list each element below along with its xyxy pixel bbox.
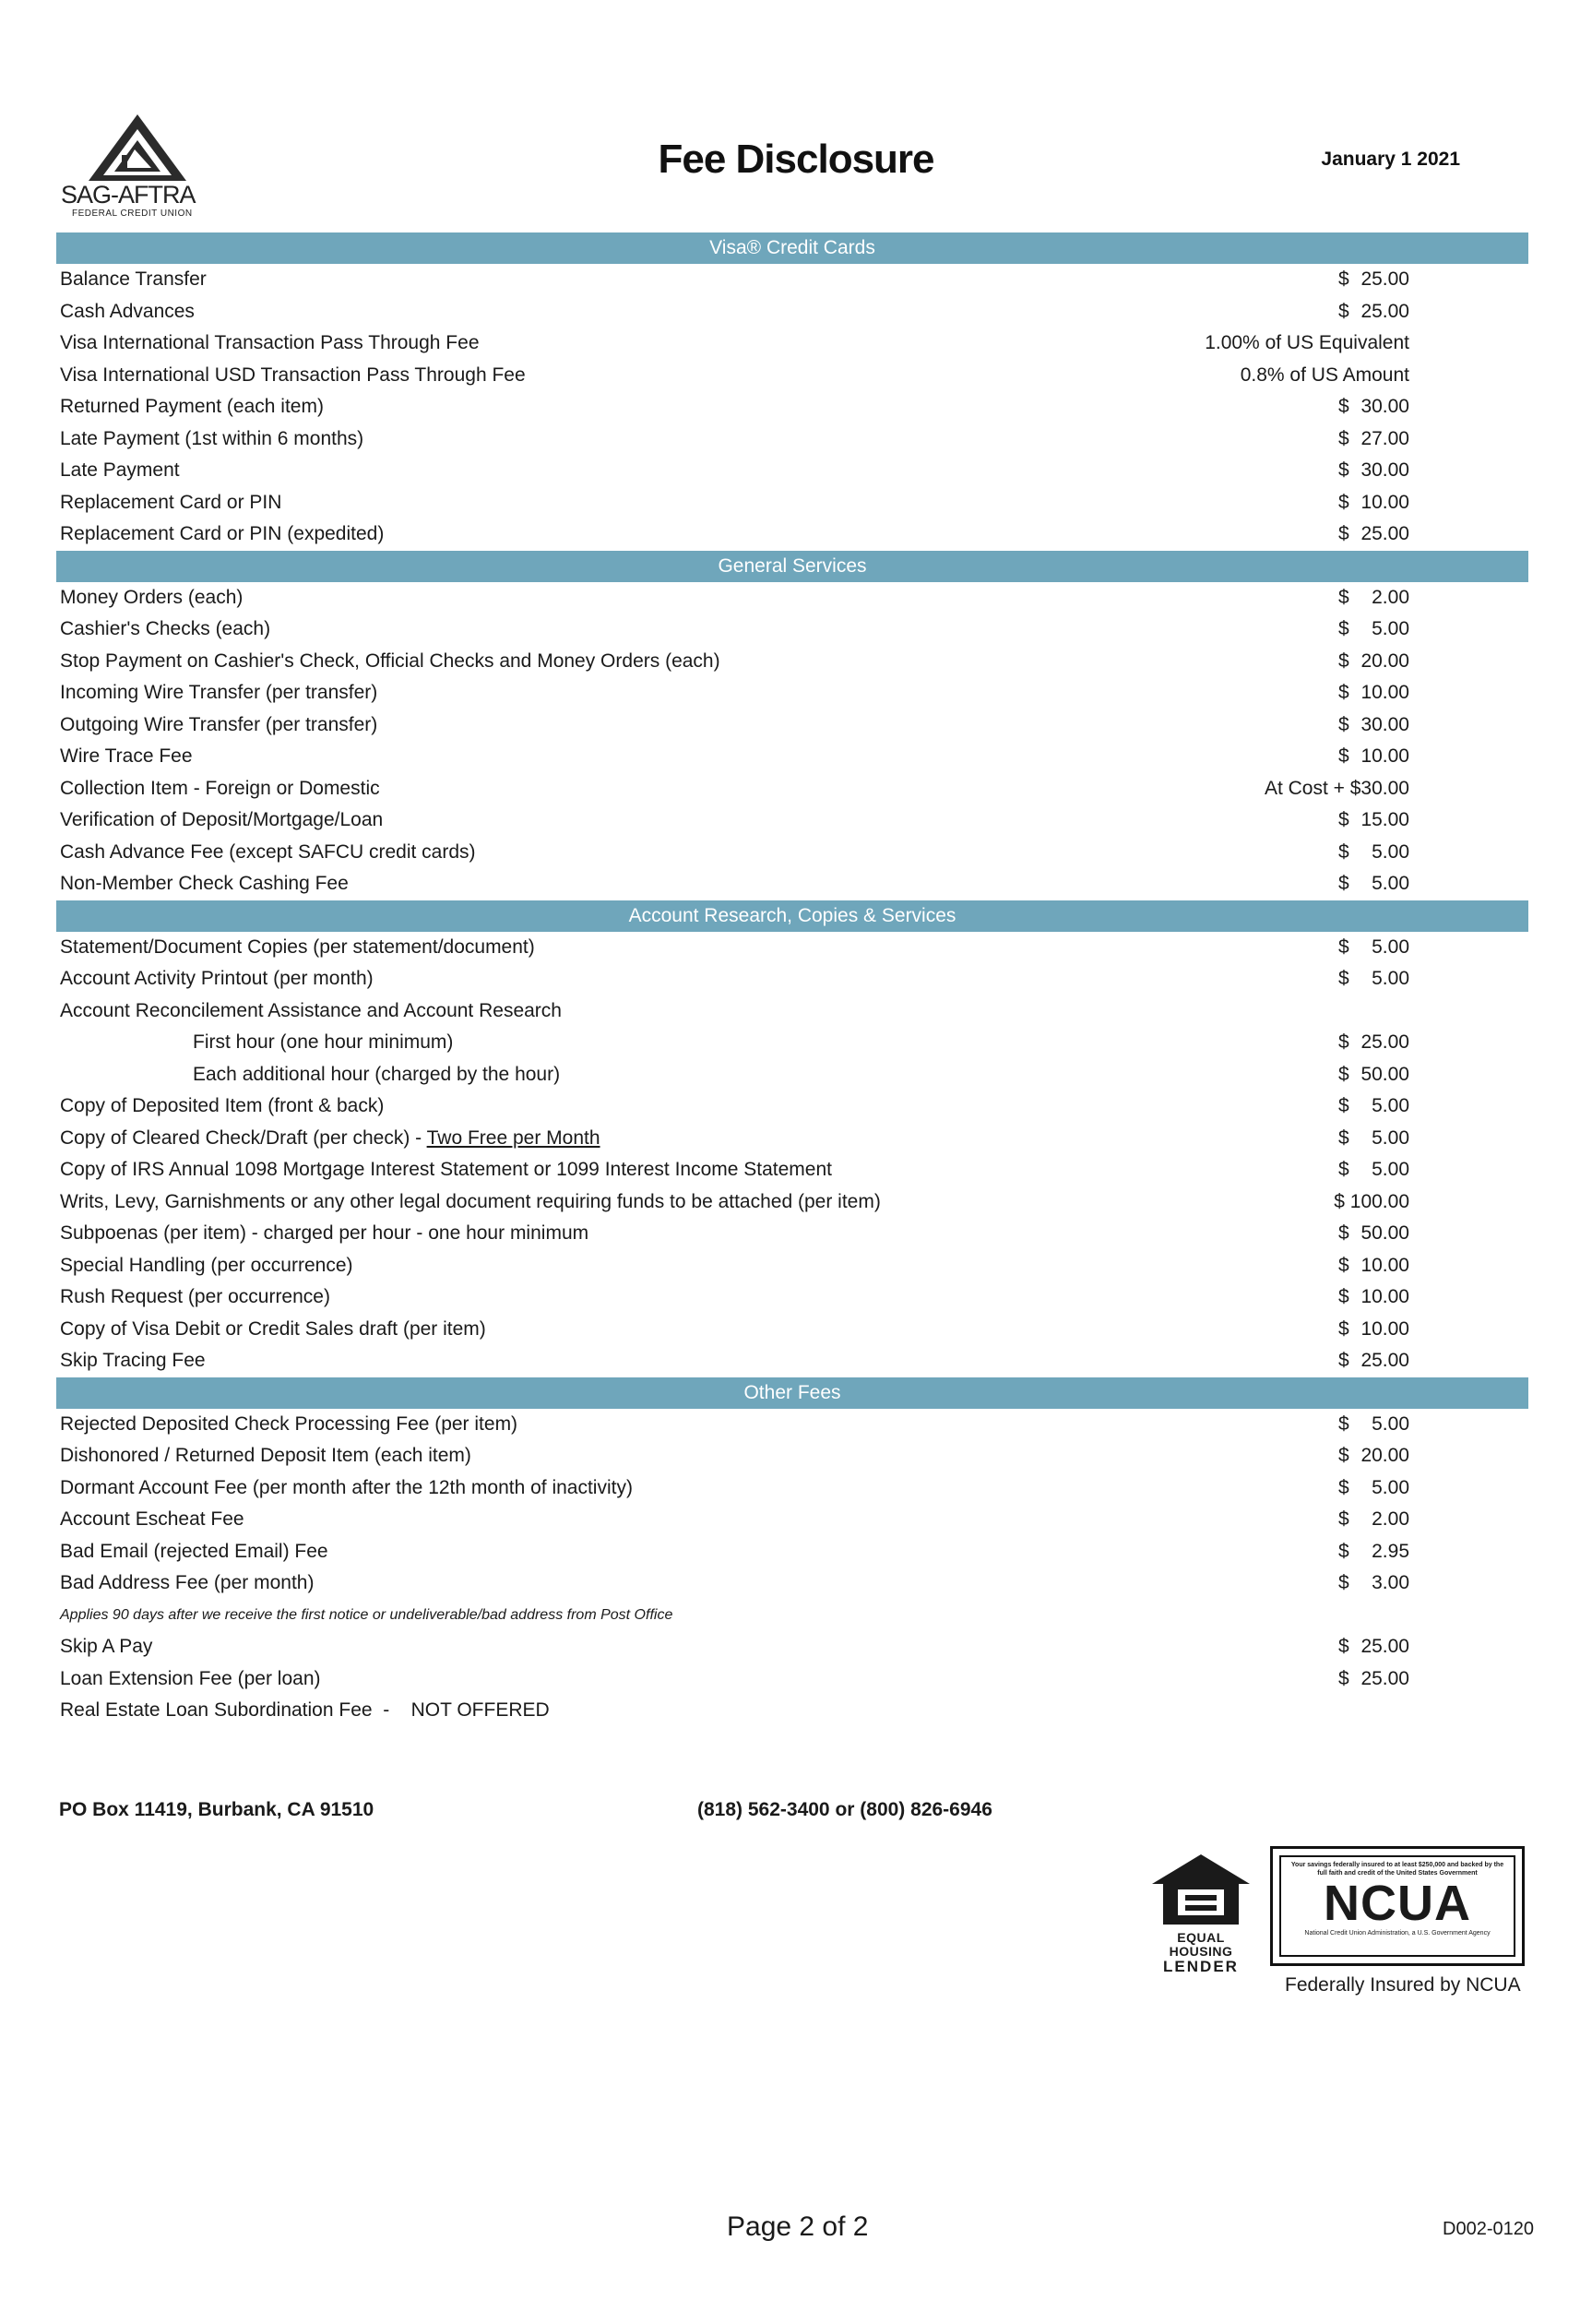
fee-row [56,264,1528,296]
fee-currency: $ [1338,396,1349,417]
fee-label-text: Cashier's Checks (each) [60,618,271,639]
fee-label-text: Balance Transfer [60,268,207,290]
fee-currency: $ [1338,1317,1349,1340]
fee-value: 15.00 [1360,809,1409,830]
fee-row [56,963,1528,995]
fee-currency: $ [1338,1031,1349,1053]
fee-currency: $ [1338,1222,1349,1244]
fee-value: 5.00 [1372,1126,1409,1149]
fee-value: 5.00 [1372,618,1409,639]
fee-label-text: Stop Payment on Cashier's Check, Official Checks and Money Orders (each) [60,650,720,672]
fee-row [56,455,1528,487]
fee-currency: $ [1338,745,1349,767]
fee-row [56,1472,1528,1505]
fee-label [60,1314,486,1345]
fee-value: 25.00 [1360,300,1409,322]
fee-label [60,391,324,423]
fee-value: 20.00 [1360,650,1409,672]
fee-label [60,995,562,1027]
fee-row [56,677,1528,709]
fee-row [56,518,1528,551]
fee-row [56,1345,1528,1377]
fee-label-text: Subpoenas (per item) - charged per hour - one hour minimum [60,1222,589,1244]
fee-label [60,868,349,900]
fee-row [56,1250,1528,1282]
fee-currency: $ [1338,1667,1349,1689]
fee-label-text: Copy of IRS Annual 1098 Mortgage Interest Statement or 1099 Interest Income Statement [60,1159,832,1180]
fee-currency: $ [1338,491,1349,513]
fee-label-text: Applies 90 days after we receive the first notice or undeliverable/bad address from Post Office [60,1606,673,1623]
fee-label [60,963,374,995]
fee-label [60,360,526,391]
ncua-bottom-text: National Credit Union Administration, a U.S. Government Agency [1304,1930,1491,1937]
fee-label [60,1186,881,1218]
fee-label-text: Special Handling (per occurrence) [60,1254,353,1276]
fee-amount-text: 1.00% of US Equivalent [1205,332,1409,353]
fee-value: 30.00 [1360,713,1409,735]
section-heading: General Services [56,551,1528,582]
ncua-logo-text: NCUA [1324,1876,1471,1931]
fee-row [56,487,1528,519]
fee-label-text: Verification of Deposit/Mortgage/Loan [60,809,384,830]
fee-currency: $ [1338,586,1349,608]
fee-label [60,1504,244,1535]
fee-row [56,391,1528,423]
fee-row [56,1536,1528,1568]
fee-value: 27.00 [1360,427,1409,449]
fee-label-text: Dormant Account Fee (per month after the 12th month of inactivity) [60,1476,633,1498]
fee-label [193,1059,560,1090]
fee-value: 2.95 [1372,1540,1409,1562]
fee-currency: $ [1338,1476,1349,1498]
fee-row [56,1409,1528,1441]
fee-row [56,614,1528,646]
fee-currency: $ [1338,1126,1349,1149]
fee-label [60,1090,384,1122]
equal-housing-lender-logo [1150,1853,1252,1975]
fee-label [60,582,243,614]
fee-label [60,455,180,486]
fee-label [60,296,195,328]
fee-value: 5.00 [1372,936,1409,958]
fee-label-text: Returned Payment (each item) [60,396,324,417]
section-heading: Account Research, Copies & Services [56,900,1528,932]
fee-row [56,1567,1528,1600]
fee-currency: $ [1338,840,1349,863]
fee-value: 10.00 [1360,745,1409,767]
fee-value: 50.00 [1360,1063,1409,1085]
fee-currency: $ [1338,968,1349,989]
fee-label [60,1536,328,1567]
fee-row [56,1504,1528,1536]
equal-housing-icon [1150,1853,1252,1926]
fee-label [60,741,193,772]
fee-row [56,646,1528,678]
fee-currency: $ [1338,1540,1349,1562]
fee-row [56,1059,1528,1091]
fee-currency: $ [1338,936,1349,958]
fee-label [193,1027,453,1058]
fee-currency: $ [1338,268,1349,290]
fee-row [56,1631,1528,1663]
fee-value: 30.00 [1360,459,1409,481]
fee-currency: $ [1338,713,1349,735]
fee-note [56,1600,1528,1632]
fee-row [56,1154,1528,1186]
equal-housing-line1: EQUAL HOUSING [1169,1930,1233,1959]
fee-row [56,741,1528,773]
section-heading: Visa® Credit Cards [56,232,1528,264]
fee-label-text: Writs, Levy, Garnishments or any other legal document requiring funds to be attached (per item) [60,1190,881,1212]
fee-currency: $ [1338,1636,1349,1657]
fee-currency: $ [1338,650,1349,672]
fee-currency: $ [1338,1412,1349,1435]
fee-label [60,264,207,295]
fee-label [60,423,363,455]
fee-label [60,1123,600,1154]
fee-row [56,1218,1528,1250]
mailing-address: PO Box 11419, Burbank, CA 91510 [59,1799,374,1820]
fee-row [56,423,1528,456]
fee-label [60,773,380,804]
fee-label [60,1567,314,1599]
fee-label-text: Statement/Document Copies (per statement/document) [60,936,535,958]
fee-label [60,1218,588,1249]
fee-row [56,709,1528,742]
fee-value: 25.00 [1360,1350,1409,1371]
fee-row [56,1663,1528,1696]
effective-date: January 1 2021 [1321,149,1460,170]
ncua-top-text: Your savings federally insured to at least $250,000 and backed by the full faith and credit of the United States Government [1290,1862,1504,1877]
fee-label-text: Skip Tracing Fee [60,1350,206,1371]
equal-housing-line2: LENDER [1163,1958,1239,1975]
fee-label-text: First hour (one hour minimum) [193,1031,454,1053]
fee-label [60,1631,152,1663]
fee-value: 30.00 [1360,396,1409,417]
fee-currency: $ [1338,523,1349,544]
fee-label [60,837,476,868]
fee-label-text: Incoming Wire Transfer (per transfer) [60,682,378,703]
fee-label-text: Non-Member Check Cashing Fee [60,873,349,894]
fee-row [56,932,1528,964]
fee-row [56,868,1528,900]
fee-value: 10.00 [1360,1286,1409,1307]
fee-value: 5.00 [1372,968,1409,989]
fee-amount-text: At Cost + $30.00 [1264,777,1409,799]
logo-name: SAG-AFTRA [61,181,196,209]
fee-currency: $ [1338,682,1349,703]
fee-label-text: Replacement Card or PIN [60,491,282,513]
fee-currency: $ [1338,618,1349,639]
fee-row [56,360,1528,392]
fee-value: 10.00 [1360,1254,1409,1276]
fee-currency: $ [1338,1254,1349,1276]
fee-value: 5.00 [1372,1159,1409,1180]
document-code: D002-0120 [1443,2219,1534,2239]
fee-value: 10.00 [1360,1317,1409,1340]
fee-label-text: Visa International USD Transaction Pass Through Fee [60,363,526,386]
fee-table [56,232,1528,1727]
fee-value: 5.00 [1372,1476,1409,1498]
fee-row [56,1123,1528,1155]
fee-value: 5.00 [1372,840,1409,863]
fee-value: 2.00 [1372,1508,1409,1530]
fee-value: 10.00 [1360,682,1409,703]
fee-label-text: Skip A Pay [60,1636,153,1657]
fee-label-underlined: Two Free per Month [426,1126,600,1149]
fee-label-text: Real Estate Loan Subordination Fee - NOT OFFERED [60,1699,550,1721]
fee-label [60,1281,330,1313]
fee-value: 3.00 [1372,1572,1409,1593]
fee-value: 25.00 [1360,1636,1409,1657]
fee-currency: $ [1338,809,1349,830]
ncua-insurance-sign [1270,1846,1525,1966]
fee-value: 2.00 [1372,586,1409,608]
fee-row [56,582,1528,614]
fee-row [56,1695,1528,1727]
page-title: Fee Disclosure [658,137,934,182]
fee-value: 25.00 [1360,1667,1409,1689]
fee-label-text: Account Activity Printout (per month) [60,968,374,989]
fee-label-text: Rejected Deposited Check Processing Fee (per item) [60,1412,518,1435]
fee-currency: $ [1338,1445,1349,1466]
fee-currency: $ [1338,1063,1349,1085]
fee-label [60,804,383,836]
fee-row [56,995,1528,1028]
fee-value: 25.00 [1360,268,1409,290]
fee-label-text: Account Escheat Fee [60,1508,244,1530]
fee-value: 20.00 [1360,1445,1409,1466]
fee-value: 25.00 [1360,1031,1409,1053]
fee-label-text: Cash Advance Fee (except SAFCU credit cards) [60,840,476,863]
logo-mark-icon [87,113,188,183]
fee-row [56,1090,1528,1123]
fee-currency: $ [1338,873,1349,894]
fee-label [60,1600,672,1631]
fee-label [60,1472,633,1504]
fee-label [60,1250,353,1281]
phone-numbers: (818) 562-3400 or (800) 826-6946 [697,1799,992,1820]
fee-row [56,1440,1528,1472]
fee-label-text: Late Payment (1st within 6 months) [60,427,364,449]
fee-label [60,1440,471,1472]
fee-label [60,709,377,741]
fee-value: 5.00 [1372,1095,1409,1116]
logo-subtitle: FEDERAL CREDIT UNION [72,209,193,219]
fee-currency: $ [1338,1350,1349,1371]
fee-label [60,487,281,518]
fee-label-text: Collection Item - Foreign or Domestic [60,777,380,799]
fee-label [60,614,270,645]
fee-label [60,1345,206,1377]
credit-union-logo [59,113,216,223]
fee-currency: $ [1338,300,1349,322]
fee-row [56,328,1528,360]
fee-label-text: Money Orders (each) [60,586,244,608]
fee-label-text: Cash Advances [60,300,195,322]
fee-label-text: Bad Address Fee (per month) [60,1572,315,1593]
fee-value: 5.00 [1372,873,1409,894]
page-number: Page 2 of 2 [727,2211,869,2242]
fee-row [56,837,1528,869]
fee-label [60,1409,517,1440]
fee-amount-text: 0.8% of US Amount [1240,363,1409,386]
fee-label [60,646,720,677]
fee-label-text: Bad Email (rejected Email) Fee [60,1540,328,1562]
fee-value: 5.00 [1372,1412,1409,1435]
fee-row [56,1281,1528,1314]
fee-label [60,328,480,359]
fee-label-text: Copy of Deposited Item (front & back) [60,1095,385,1116]
fee-row [56,1314,1528,1346]
fee-currency: $ [1338,459,1349,481]
fee-currency: $ [1338,1286,1349,1307]
fee-label [60,1695,550,1726]
section-heading: Other Fees [56,1377,1528,1409]
fee-label [60,518,384,550]
fee-currency: $ [1338,1508,1349,1530]
fee-row [56,1186,1528,1219]
fee-label-text: Loan Extension Fee (per loan) [60,1667,321,1689]
fee-amount-text: $ 100.00 [1334,1190,1409,1212]
fee-label-text: Copy of Visa Debit or Credit Sales draft (per item) [60,1317,486,1340]
fee-value: 10.00 [1360,491,1409,513]
federally-insured-text: Federally Insured by NCUA [1285,1974,1521,1996]
fee-value: 25.00 [1360,523,1409,544]
fee-label-text: Dishonored / Returned Deposit Item (each item) [60,1445,471,1466]
fee-label-text: Visa International Transaction Pass Through Fee [60,332,480,353]
fee-label-text: Rush Request (per occurrence) [60,1286,330,1307]
fee-label [60,1154,832,1186]
fee-row [56,1027,1528,1059]
fee-label-text: Each additional hour (charged by the hour) [193,1063,561,1085]
fee-currency: $ [1338,427,1349,449]
fee-label [60,932,535,963]
fee-row [56,804,1528,837]
fee-value: 50.00 [1360,1222,1409,1244]
fee-currency: $ [1338,1572,1349,1593]
fee-label [60,1663,321,1695]
fee-label-text: Replacement Card or PIN (expedited) [60,523,385,544]
fee-label [60,677,377,709]
fee-label-text: Copy of Cleared Check/Draft (per check) - [60,1126,427,1149]
fee-row [56,296,1528,328]
fee-currency: $ [1338,1159,1349,1180]
fee-label-text: Late Payment [60,459,180,481]
fee-label-text: Outgoing Wire Transfer (per transfer) [60,713,378,735]
fee-label-text: Account Reconcilement Assistance and Account Research [60,999,562,1021]
fee-currency: $ [1338,1095,1349,1116]
fee-row [56,773,1528,805]
fee-label-text: Wire Trace Fee [60,745,193,767]
